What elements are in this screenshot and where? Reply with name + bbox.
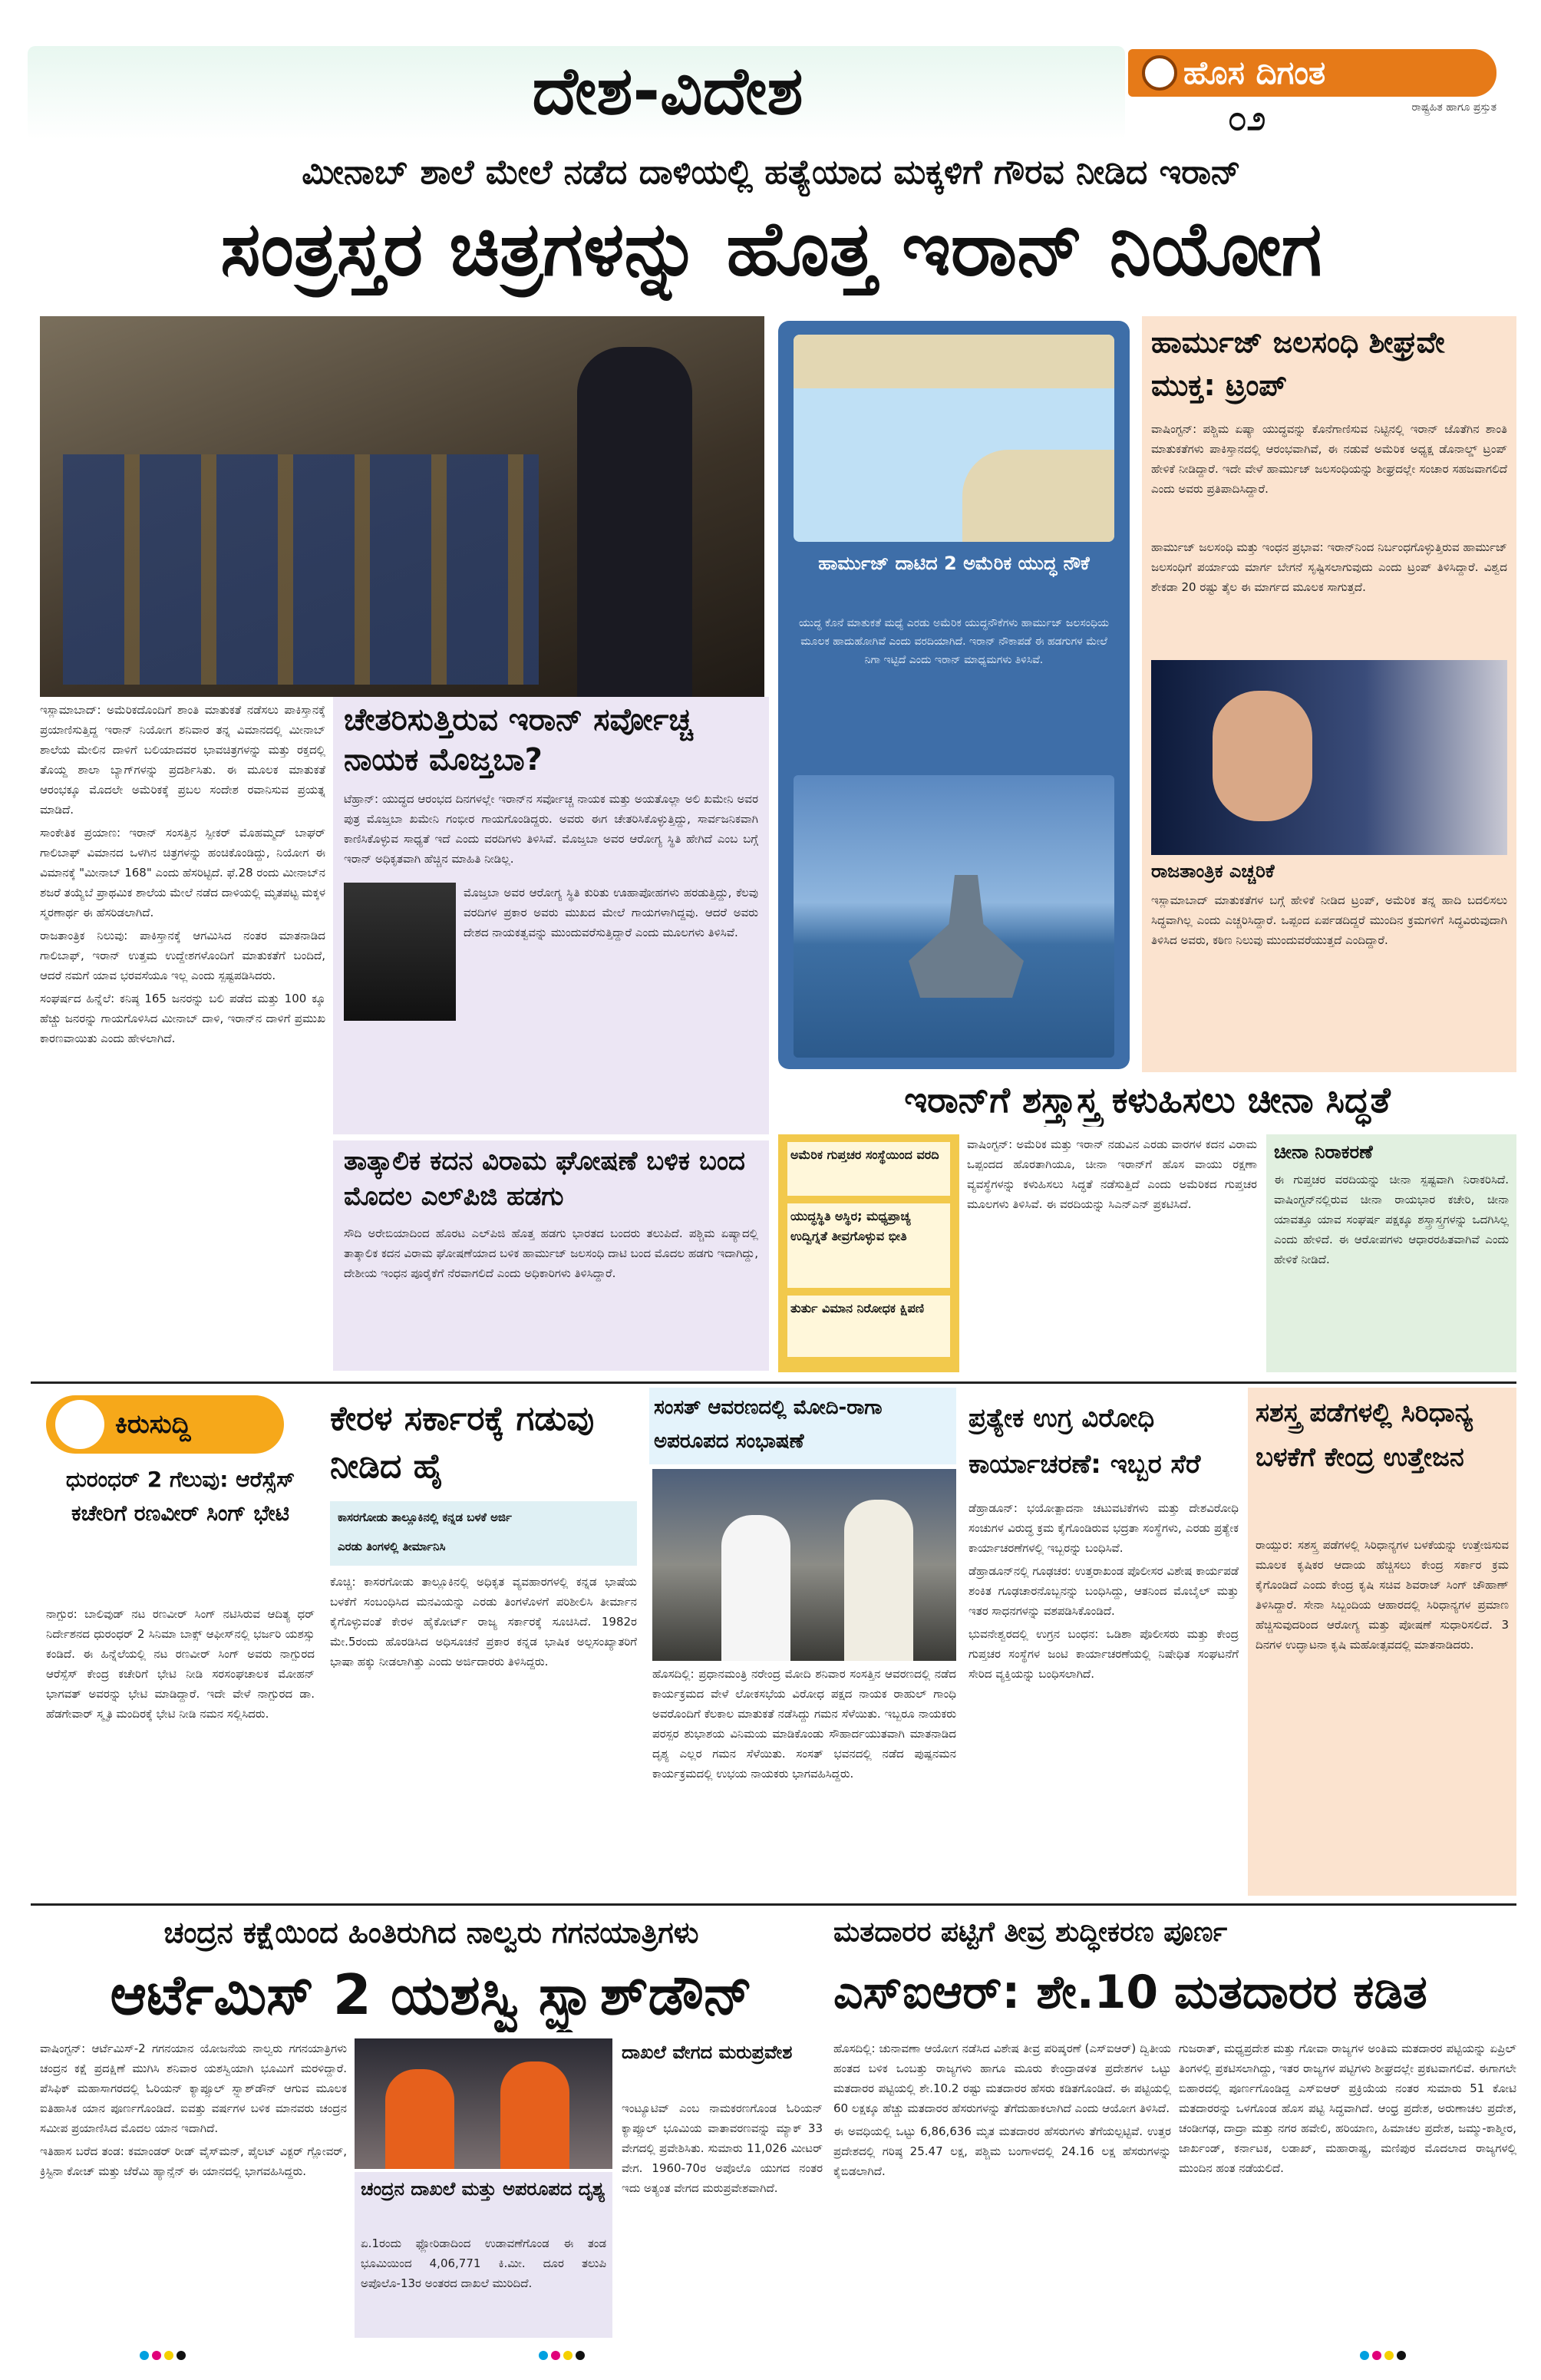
masthead-logo-icon	[1142, 55, 1177, 91]
ops-body-p3: ಭುವನೇಶ್ವರದಲ್ಲಿ ಉಗ್ರನ ಬಂಧನ: ಒಡಿಶಾ ಪೊಲೀಸರು ಮತ್ತು ಕೇಂದ್ರ ಗುಪ್ತಚರ ಸಂಸ್ಥೆಗಳ ಜಂಟಿ ಕಾರ್ಯಾಚರಣೆಯಲ್ಲಿ ನಿಷೇಧಿತ ಸಂಘಟನೆಗೆ ಸೇರಿದ ವ್ಯಕ್ತಿಯನ್ನು ಬಂಧಿಸಲಾಗಿದೆ.	[968, 1627, 1239, 1681]
artemis-headline: ಆರ್ಟೆಮಿಸ್ 2 ಯಶಸ್ವಿ ಸ್ಪ್ಲಾಶ್‌ಡೌನ್	[110, 1962, 753, 2027]
armed-headline: ಸಶಸ್ತ್ರ ಪಡೆಗಳಲ್ಲಿ ಸಿರಿಧಾನ್ಯ ಬಳಕೆಗೆ ಕೇಂದ್ರ ಉತ್ತೇಜನ	[1256, 1398, 1473, 1473]
modi-photo	[652, 1469, 956, 1661]
dot-cyan	[1360, 2351, 1369, 2360]
map-landmass-south	[962, 450, 1114, 542]
trump-head	[1213, 691, 1312, 821]
map-caption-body: ಯುದ್ಧ ಕೊನೆ ಮಾತುಕತೆ ಮಧ್ಯೆ ಎರಡು ಅಮೆರಿಕ ಯುದ್ಧನೌಕೆಗಳು ಹಾರ್ಮುಜ್ ಜಲಸಂಧಿಯ ಮೂಲಕ ಹಾದುಹೋಗಿವೆ ಎಂದು ವರದಿಯಾಗಿದೆ. ಇರಾನ್ ನೌಕಾಪಡೆ ಈ ಹಡಗುಗಳ ಮೇಲೆ ನಿಗಾ ಇಟ್ಟಿದೆ ಎಂದು ಇರಾನ್ ಮಾಧ್ಯಮಗಳು ತಿಳಿಸಿವೆ.	[798, 617, 1110, 666]
lead-kicker: ಮೀನಾಬ್ ಶಾಲೆ ಮೇಲೆ ನಡೆದ ದಾಳಿಯಲ್ಲಿ ಹತ್ಯೆಯಾದ ಮಕ್ಕಳಿಗೆ ಗೌರವ ನೀಡಿದ ಇರಾನ್	[302, 153, 1241, 192]
kiru-body: ನಾಗ್ಪುರ: ಬಾಲಿವುಡ್ ನಟ ರಣವೀರ್ ಸಿಂಗ್ ನಟಿಸಿರುವ ಆದಿತ್ಯ ಧರ್ ನಿರ್ದೇಶನದ ಧುರಂಧರ್ 2 ಸಿನಿಮಾ ಬಾಕ್ಸ್ ಆಫೀಸ್‌ನಲ್ಲಿ ಭರ್ಜರಿ ಯಶಸ್ಸು ಕಂಡಿದೆ. ಈ ಹಿನ್ನೆಲೆಯಲ್ಲಿ ನಟ ರಣವೀರ್ ಸಿಂಗ್ ಅವರು ನಾಗ್ಪುರದ ಆರೆಸ್ಸೆಸ್ ಕೇಂದ್ರ ಕಚೇರಿಗೆ ಭೇಟಿ ನೀಡಿ ಸರಸಂಘಚಾಲಕ ಮೋಹನ್ ಭಾಗವತ್ ಅವರನ್ನು ಭೇಟಿ ಮಾಡಿದ್ದಾರೆ. ಇದೇ ವೇಳೆ ನಾಗ್ಪುರದ ಡಾ. ಹೆಡಗೇವಾರ್ ಸ್ಮೃತಿ ಮಂದಿರಕ್ಕೆ ಭೇಟಿ ನೀಡಿ ನಮನ ಸಲ್ಲಿಸಿದರು.	[46, 1607, 315, 1721]
artemis-photo-caption: ಚಂದ್ರನ ದಾಖಲೆ ಮತ್ತು ಅಪರೂಪದ ದೃಶ್ಯ	[361, 2178, 606, 2200]
sir-body3: ಗುಜರಾತ್, ಮಧ್ಯಪ್ರದೇಶ ಮತ್ತು ಗೋವಾ ರಾಜ್ಯಗಳ ಅಂತಿಮ ಮತದಾರರ ಪಟ್ಟಿಯನ್ನು ಏಪ್ರಿಲ್ ತಿಂಗಳಲ್ಲಿ ಪ್ರಕಟಿಸಲಾಗಿದ್ದು, ಇತರ ರಾಜ್ಯಗಳ ಪಟ್ಟಿಗಳು ಶೀಘ್ರದಲ್ಲೇ ಪ್ರಕಟವಾಗಲಿವೆ. ಈಗಾಗಲೇ ಬಿಹಾರದಲ್ಲಿ ಪೂರ್ಣಗೊಂಡಿದ್ದ ಎಸ್‌ಐಆರ್ ಪ್ರಕ್ರಿಯೆಯ ನಂತರ ಸುಮಾರು 51 ಕೋಟಿ ಮತದಾರರನ್ನು ಒಳಗೊಂಡ ಹೊಸ ಪಟ್ಟಿ ಸಿದ್ಧವಾಗಿದೆ. ಆಂಧ್ರ ಪ್ರದೇಶ, ಅರುಣಾಚಲ ಪ್ರದೇಶ, ಚಂಡೀಗಢ, ದಾದ್ರಾ ಮತ್ತು ನಗರ ಹವೇಲಿ, ಹರಿಯಾಣ, ಹಿಮಾಚಲ ಪ್ರದೇಶ, ಜಮ್ಮು-ಕಾಶ್ಮೀರ, ಜಾರ್ಖಂಡ್, ಕರ್ನಾಟಕ, ಲಡಾಖ್, ಮಹಾರಾಷ್ಟ್ರ, ಮಣಿಪುರ ಮೊದಲಾದ ರಾಜ್ಯಗಳಲ್ಲಿ ಮುಂದಿನ ಹಂತ ನಡೆಯಲಿದೆ.	[1179, 2042, 1516, 2175]
color-registration-center	[537, 2349, 599, 2364]
dot-yellow	[164, 2351, 173, 2360]
dot-black	[576, 2351, 585, 2360]
divider-row1	[31, 1381, 1516, 1384]
sir-body	[833, 2038, 1171, 2338]
kerala-body: ಕೊಚ್ಚಿ: ಕಾಸರಗೋಡು ತಾಲ್ಲೂಕಿನಲ್ಲಿ ಅಧಿಕೃತ ವ್ಯವಹಾರಗಳಲ್ಲಿ ಕನ್ನಡ ಭಾಷೆಯ ಬಳಕೆಗೆ ಸಂಬಂಧಿಸಿದ ಮನವಿಯನ್ನು ಎರಡು ತಿಂಗಳೊಳಗೆ ಪರಿಶೀಲಿಸಿ ತೀರ್ಮಾನ ಕೈಗೊಳ್ಳುವಂತೆ ಕೇರಳ ಹೈಕೋರ್ಟ್ ರಾಜ್ಯ ಸರ್ಕಾರಕ್ಕೆ ಸೂಚಿಸಿದೆ. 1982ರ ಮೇ.5ರಂದು ಹೊರಡಿಸಿದ ಅಧಿಸೂಚನೆ ಪ್ರಕಾರ ಕನ್ನಡ ಭಾಷಿಕ ಅಲ್ಪಸಂಖ್ಯಾತರಿಗೆ ಭಾಷಾ ಹಕ್ಕು ನೀಡಲಾಗಿತ್ತು ಎಂದು ಅರ್ಜಿದಾರರು ತಿಳಿಸಿದ್ದರು.	[330, 1575, 637, 1669]
lead-headline: ಸಂತ್ರಸ್ತರ ಚಿತ್ರಗಳನ್ನು ಹೊತ್ತ ಇರಾನ್ ನಿಯೋಗ	[220, 206, 1322, 293]
lpg-body: ಸೌದಿ ಅರೇಬಿಯಾದಿಂದ ಹೊರಟ ಎಲ್‌ಪಿಜಿ ಹೊತ್ತ ಹಡಗು ಭಾರತದ ಬಂದರು ತಲುಪಿದೆ. ಪಶ್ಚಿಮ ಏಷ್ಯಾದಲ್ಲಿ ತಾತ್ಕಾಲಿಕ ಕದನ ವಿರಾಮ ಘೋಷಣೆಯಾದ ಬಳಿಕ ಹಾರ್ಮುಜ್ ಜಲಸಂಧಿ ದಾಟಿ ಬಂದ ಮೊದಲ ಹಡಗು ಇದಾಗಿದ್ದು, ದೇಶೀಯ ಇಂಧನ ಪೂರೈಕೆಗೆ ನೆರವಾಗಲಿದೆ ಎಂದು ಅಧಿಕಾರಿಗಳು ತಿಳಿಸಿದ್ದಾರೆ.	[344, 1226, 758, 1280]
armed-body: ರಾಯ್ಪುರ: ಸಶಸ್ತ್ರ ಪಡೆಗಳಲ್ಲಿ ಸಿರಿಧಾನ್ಯಗಳ ಬಳಕೆಯನ್ನು ಉತ್ತೇಜಿಸುವ ಮೂಲಕ ಕೃಷಿಕರ ಆದಾಯ ಹೆಚ್ಚಿಸಲು ಕೇಂದ್ರ ಸರ್ಕಾರ ಕ್ರಮ ಕೈಗೊಂಡಿದೆ ಎಂದು ಕೇಂದ್ರ ಕೃಷಿ ಸಚಿವ ಶಿವರಾಜ್ ಸಿಂಗ್ ಚೌಹಾಣ್ ತಿಳಿಸಿದ್ದಾರೆ. ಸೇನಾ ಸಿಬ್ಬಂದಿಯ ಆಹಾರದಲ್ಲಿ ಸಿರಿಧಾನ್ಯಗಳ ಪ್ರಮಾಣ ಹೆಚ್ಚಿಸುವುದರಿಂದ ಆರೋಗ್ಯ ಮತ್ತು ಪೋಷಣೆ ಸುಧಾರಿಸಲಿದೆ. 3 ದಿನಗಳ ಉದ್ಘಾಟನಾ ಕೃಷಿ ಮಹೋತ್ಸವದಲ್ಲಿ ಮಾತನಾಡಿದರು.	[1256, 1538, 1509, 1652]
artemis-kicker: ಚಂದ್ರನ ಕಕ್ಷೆಯಿಂದ ಹಿಂತಿರುಗಿದ ನಾಲ್ವರು ಗಗನಯಾತ್ರಿಗಳು	[163, 1916, 699, 1949]
lead-body-p4: ಸಂಘರ್ಷದ ಹಿನ್ನೆಲೆ: ಕನಿಷ್ಠ 165 ಜನರನ್ನು ಬಲಿ ಪಡೆದ ಮತ್ತು 100 ಕ್ಕೂ ಹೆಚ್ಚು ಜನರನ್ನು ಗಾಯಗೊಳಿಸಿದ ಮೀನಾಬ್ ದಾಳಿ, ಇರಾನ್‌ನ ದಾಳಿಗೆ ಪ್ರಮುಖ ಕಾರಣವಾಯಿತು ಎಂದು ಹೇಳಲಾಗಿದೆ.	[40, 992, 325, 1045]
dot-cyan	[539, 2351, 548, 2360]
warship-hull	[909, 875, 1024, 998]
color-registration-left	[138, 2349, 200, 2364]
ops-body	[968, 1498, 1239, 1894]
modi-body: ಹೊಸದಿಲ್ಲಿ: ಪ್ರಧಾನಮಂತ್ರಿ ನರೇಂದ್ರ ಮೋದಿ ಶನಿವಾರ ಸಂಸತ್ತಿನ ಆವರಣದಲ್ಲಿ ನಡೆದ ಕಾರ್ಯಕ್ರಮದ ವೇಳೆ ಲೋಕಸಭೆಯ ವಿರೋಧ ಪಕ್ಷದ ನಾಯಕ ರಾಹುಲ್ ಗಾಂಧಿ ಅವರೊಂದಿಗೆ ಕೆಲಕಾಲ ಮಾತುಕತೆ ನಡೆಸಿದ್ದು ಗಮನ ಸೆಳೆಯಿತು. ಇಬ್ಬರೂ ನಾಯಕರು ಪರಸ್ಪರ ಶುಭಾಶಯ ವಿನಿಮಯ ಮಾಡಿಕೊಂಡು ಸೌಹಾರ್ದಯುತವಾಗಿ ಮಾತನಾಡಿದ ದೃಶ್ಯ ಎಲ್ಲರ ಗಮನ ಸೆಳೆಯಿತು. ಸಂಸತ್ ಭವನದಲ್ಲಿ ನಡೆದ ಪುಷ್ಪನಮನ ಕಾರ್ಯಕ್ರಮದಲ್ಲಿ ಉಭಯ ನಾಯಕರು ಭಾಗವಹಿಸಿದ್ದರು.	[652, 1667, 956, 1781]
person-figure	[577, 347, 692, 697]
divider-row2	[31, 1903, 1516, 1906]
dot-magenta	[551, 2351, 560, 2360]
china-headline: ಇರಾನ್‌ಗೆ ಶಸ್ತ್ರಾಸ್ತ್ರ ಕಳುಹಿಸಲು ಚೀನಾ ಸಿದ್ಧತೆ	[904, 1079, 1391, 1121]
page-number: ೦೨	[1228, 99, 1266, 138]
artemis-side-body: ಇಂಟ್ಯೂಟಿವ್ ಎಂಬ ನಾಮಕರಣಗೊಂಡ ಓರಿಯನ್ ಕ್ಯಾಪ್ಸೂಲ್ ಭೂಮಿಯ ವಾತಾವರಣವನ್ನು ಮ್ಯಾಕ್ 33 ವೇಗದಲ್ಲಿ ಪ್ರವೇಶಿಸಿತು. ಸುಮಾರು 11,026 ಮೀಟರ್ ವೇಗ. 1960-70ರ ಅಪೊಲೊ ಯುಗದ ನಂತರ ಇದು ಅತ್ಯಂತ ವೇಗದ ಮರುಪ್ರವೇಶವಾಗಿದೆ.	[622, 2101, 823, 2195]
hormuz-map	[794, 335, 1114, 542]
ops-headline: ಪ್ರತ್ಯೇಕ ಉಗ್ರ ವಿರೋಧಿ ಕಾರ್ಯಾಚರಣೆ: ಇಬ್ಬರ ಸೆರೆ	[968, 1403, 1201, 1480]
mojtaba-body2: ಮೊಜ್ತಬಾ ಅವರ ಆರೋಗ್ಯ ಸ್ಥಿತಿ ಕುರಿತು ಊಹಾಪೋಹಗಳು ಹರಡುತ್ತಿದ್ದು, ಕೆಲವು ವರದಿಗಳ ಪ್ರಕಾರ ಅವರು ಮುಖದ ಮೇಲೆ ಗಾಯಗಳಾಗಿದ್ದವು. ಆದರೆ ಅವರು ದೇಶದ ನಾಯಕತ್ವವನ್ನು ಮುಂದುವರೆಸುತ್ತಿದ್ದಾರೆ ಎಂದು ಮೂಲಗಳು ತಿಳಿಸಿವೆ.	[464, 886, 758, 939]
dot-yellow	[1384, 2351, 1394, 2360]
hormuz-sub: ಹಾರ್ಮುಜ್ ಜಲಸಂಧಿ ಮತ್ತು ಇಂಧನ ಪ್ರಭಾವ: ಇರಾನ್‌ನಿಂದ ನಿರ್ಬಂಧಗೊಳ್ಳುತ್ತಿರುವ ಹಾರ್ಮುಜ್ ಜಲಸಂಧಿಗೆ ಪರ್ಯಾಯ ಮಾರ್ಗ ಬೇಗನೆ ಸೃಷ್ಟಿಸಲಾಗುವುದು ಎಂದು ಟ್ರಂಪ್ ತಿಳಿಸಿದ್ದಾರೆ. ವಿಶ್ವದ ಶೇಕಡಾ 20 ರಷ್ಟು ತೈಲ ಈ ಮಾರ್ಗದ ಮೂಲಕ ಸಾಗುತ್ತದೆ.	[1151, 540, 1507, 594]
ops-body-p1: ಡೆಹ್ರಾಡೂನ್: ಭಯೋತ್ಪಾದನಾ ಚಟುವಟಿಕೆಗಳು ಮತ್ತು ದೇಶವಿರೋಧಿ ಸಂಚುಗಳ ವಿರುದ್ಧ ಕ್ರಮ ಕೈಗೊಂಡಿರುವ ಭದ್ರತಾ ಸಂಸ್ಥೆಗಳು, ಎರಡು ಪ್ರತ್ಯೇಕ ಕಾರ್ಯಾಚರಣೆಗಳಲ್ಲಿ ಇಬ್ಬರನ್ನು ಬಂಧಿಸಿವೆ.	[968, 1501, 1239, 1555]
dot-black	[1397, 2351, 1406, 2360]
kerala-bullet-2: ಎರಡು ತಿಂಗಳಲ್ಲಿ ತೀರ್ಮಾನಿಸಿ	[338, 1540, 446, 1553]
artemis-photo-text: ಏ.1ರಂದು ಫ್ಲೋರಿಡಾದಿಂದ ಉಡಾವಣೆಗೊಂಡ ಈ ತಂಡ ಭೂಮಿಯಿಂದ 4,06,771 ಕಿ.ಮೀ. ದೂರ ತಲುಪಿ ಅಪೊಲೊ-13ರ ಅಂತರದ ದಾಖಲೆ ಮುರಿದಿದೆ.	[361, 2236, 606, 2290]
lead-body	[40, 700, 325, 1375]
dot-magenta	[152, 2351, 161, 2360]
kiru-logo-text: ಕಿರುಸುದ್ದಿ	[115, 1409, 191, 1440]
mojtaba-photo	[344, 883, 456, 1021]
modi-figure	[844, 1500, 913, 1661]
hand-icon	[55, 1400, 104, 1449]
artemis-body-p1: ವಾಷಿಂಗ್ಟನ್: ಆರ್ಟೆಮಿಸ್-2 ಗಗನಯಾನ ಯೋಜನೆಯ ನಾಲ್ವರು ಗಗನಯಾತ್ರಿಗಳು ಚಂದ್ರನ ಕಕ್ಷೆ ಪ್ರದಕ್ಷಿಣೆ ಮುಗಿಸಿ ಶನಿವಾರ ಯಶಸ್ವಿಯಾಗಿ ಭೂಮಿಗೆ ಮರಳಿದ್ದಾರೆ. ಪೆಸಿಫಿಕ್ ಮಹಾಸಾಗರದಲ್ಲಿ ಓರಿಯನ್ ಕ್ಯಾಪ್ಸೂಲ್ ಸ್ಪ್ಲಾಶ್‌ಡೌನ್ ಆಗುವ ಮೂಲಕ ಐತಿಹಾಸಿಕ ಯಾನ ಪೂರ್ಣಗೊಂಡಿದೆ. ಐವತ್ತು ವರ್ಷಗಳ ಬಳಿಕ ಮಾನವರು ಚಂದ್ರನ ಸಮೀಪ ಪ್ರಯಾಣಿಸಿದ ಮೊದಲ ಯಾನ ಇದಾಗಿದೆ.	[40, 2042, 347, 2135]
china-bullet-2: ಯುದ್ಧಸ್ಥಿತಿ ಅಸ್ಥಿರ; ಮಧ್ಯಪ್ರಾಚ್ಯ ಉದ್ವಿಗ್ನತೆ ತೀವ್ರಗೊಳ್ಳುವ ಭೀತಿ	[787, 1203, 950, 1288]
ops-body-p2: ಡೆಹ್ರಾಡೂನ್‌ನಲ್ಲಿ ಗೂಢಚರ: ಉತ್ತರಾಖಂಡ ಪೊಲೀಸರ ವಿಶೇಷ ಕಾರ್ಯಪಡೆ ಶಂಕಿತ ಗೂಢಚಾರನೊಬ್ಬನನ್ನು ಬಂಧಿಸಿದ್ದು, ಆತನಿಂದ ಮೊಬೈಲ್ ಮತ್ತು ಇತರ ಸಾಧನಗಳನ್ನು ವಶಪಡಿಸಿಕೊಂಡಿದೆ.	[968, 1564, 1239, 1618]
color-registration-right	[1358, 2349, 1420, 2364]
masthead-title: ಹೊಸ ದಿಗಂತ	[1183, 54, 1326, 91]
modi-headline: ಸಂಸತ್ ಆವರಣದಲ್ಲಿ ಮೋದಿ-ರಾಗಾ ಅಪರೂಪದ ಸಂಭಾಷಣೆ	[654, 1396, 883, 1453]
china-bullet-1: ಅಮೆರಿಕ ಗುಪ್ತಚರ ಸಂಸ್ಥೆಯಿಂದ ವರದಿ	[787, 1142, 950, 1196]
mojtaba-body: ಟೆಹ್ರಾನ್: ಯುದ್ಧದ ಆರಂಭದ ದಿನಗಳಲ್ಲೇ ಇರಾನ್‌ನ ಸರ್ವೋಚ್ಚ ನಾಯಕ ಮತ್ತು ಅಯತೊಲ್ಲಾ ಅಲಿ ಖಮೇನಿ ಅವರ ಪುತ್ರ ಮೊಜ್ತಬಾ ಖಮೇನಿ ಗಂಭೀರ ಗಾಯಗೊಂಡಿದ್ದರು. ಅವರು ಈಗ ಚೇತರಿಸಿಕೊಳ್ಳುತ್ತಿದ್ದು, ಸಾರ್ವಜನಿಕವಾಗಿ ಕಾಣಿಸಿಕೊಳ್ಳುವ ಸಾಧ್ಯತೆ ಇದೆ ಎಂದು ವರದಿಗಳು ತಿಳಿಸಿವೆ. ಮೊಜ್ತಬಾ ಅವರ ಆರೋಗ್ಯ ಸ್ಥಿತಿ ಹೇಗಿದೆ ಎಂಬ ಬಗ್ಗೆ ಇರಾನ್ ಅಧಿಕೃತವಾಗಿ ಹೆಚ್ಚಿನ ಮಾಹಿತಿ ನೀಡಿಲ್ಲ.	[344, 792, 758, 866]
dot-black	[177, 2351, 186, 2360]
rahul-figure	[721, 1515, 790, 1661]
trump-photo-caption: ರಾಜತಾಂತ್ರಿಕ ಎಚ್ಚರಿಕೆ	[1151, 860, 1275, 882]
artemis-side-title: ದಾಖಲೆ ವೇಗದ ಮರುಪ್ರವೇಶ	[622, 2042, 793, 2063]
map-caption-title: ಹಾರ್ಮುಜ್ ದಾಟಿದ 2 ಅಮೆರಿಕ ಯುದ್ಧ ನೌಕೆ	[818, 553, 1090, 574]
astronaut-2	[500, 2061, 569, 2169]
dot-cyan	[140, 2351, 149, 2360]
lead-body-p1: ಇಸ್ಲಾಮಾಬಾದ್: ಅಮೆರಿಕದೊಂದಿಗೆ ಶಾಂತಿ ಮಾತುಕತೆ ನಡೆಸಲು ಪಾಕಿಸ್ತಾನಕ್ಕೆ ಪ್ರಯಾಣಿಸುತ್ತಿದ್ದ ಇರಾನ್ ನಿಯೋಗ ಶನಿವಾರ ತನ್ನ ವಿಮಾನದಲ್ಲಿ ಮೀನಾಬ್ ಶಾಲೆಯ ಮೇಲಿನ ದಾಳಿಗೆ ಬಲಿಯಾದವರ ಭಾವಚಿತ್ರಗಳನ್ನು ಮತ್ತು ರಕ್ತದಲ್ಲಿ ತೊಯ್ದ ಶಾಲಾ ಬ್ಯಾಗ್‌ಗಳನ್ನು ಪ್ರದರ್ಶಿಸಿತು. ಈ ಮೂಲಕ ಮಾತುಕತೆ ಆರಂಭಕ್ಕೂ ಮೊದಲೇ ಅಮೆರಿಕಕ್ಕೆ ಪ್ರಬಲ ಸಂದೇಶ ರವಾನಿಸುವ ಪ್ರಯತ್ನ ಮಾಡಿದೆ.	[40, 703, 325, 817]
china-denial-body: ಈ ಗುಪ್ತಚರ ವರದಿಯನ್ನು ಚೀನಾ ಸ್ಪಷ್ಟವಾಗಿ ನಿರಾಕರಿಸಿದೆ. ವಾಷಿಂಗ್ಟನ್‌ನಲ್ಲಿರುವ ಚೀನಾ ರಾಯಭಾರ ಕಚೇರಿ, ಚೀನಾ ಯಾವತ್ತೂ ಯಾವ ಸಂಘರ್ಷ ಪಕ್ಷಕ್ಕೂ ಶಸ್ತ್ರಾಸ್ತ್ರಗಳನ್ನು ಒದಗಿಸಿಲ್ಲ ಎಂದು ಹೇಳಿದೆ. ಈ ಆರೋಪಗಳು ಆಧಾರರಹಿತವಾಗಿವೆ ಎಂದು ಹೇಳಿಕೆ ನೀಡಿದೆ.	[1274, 1173, 1509, 1266]
masthead	[1128, 45, 1512, 141]
dot-yellow	[563, 2351, 573, 2360]
lpg-headline: ತಾತ್ಕಾಲಿಕ ಕದನ ವಿರಾಮ ಘೋಷಣೆ ಬಳಿಕ ಬಂದ ಮೊದಲ ಎಲ್‌ಪಿಜಿ ಹಡಗು	[344, 1146, 745, 1212]
airplane-seat-rows	[63, 454, 539, 685]
mojtaba-headline: ಚೇತರಿಸುತ್ತಿರುವ ಇರಾನ್ ಸರ್ವೋಚ್ಚ ನಾಯಕ ಮೊಜ್ತಬಾ?	[344, 702, 693, 777]
hormuz-body: ವಾಷಿಂಗ್ಟನ್: ಪಶ್ಚಿಮ ಏಷ್ಯಾ ಯುದ್ಧವನ್ನು ಕೊನೆಗಾಣಿಸುವ ನಿಟ್ಟಿನಲ್ಲಿ ಇರಾನ್ ಜೊತೆಗಿನ ಶಾಂತಿ ಮಾತುಕತೆಗಳು ಪಾಕಿಸ್ತಾನದಲ್ಲಿ ಆರಂಭವಾಗಿವೆ, ಈ ನಡುವೆ ಅಮೆರಿಕ ಅಧ್ಯಕ್ಷ ಡೊನಾಲ್ಡ್ ಟ್ರಂಪ್ ಹೇಳಿಕೆ ನೀಡಿದ್ದಾರೆ. ಇದೇ ವೇಳೆ ಹಾರ್ಮುಜ್ ಜಲಸಂಧಿಯನ್ನು ಶೀಘ್ರದಲ್ಲೇ ಸಂಚಾರ ಸಹಜವಾಗಲಿದೆ ಎಂದು ಅವರು ಪ್ರತಿಪಾದಿಸಿದ್ದಾರೆ.	[1151, 422, 1507, 496]
lead-body-p2: ಸಾಂಕೇತಿಕ ಪ್ರಯಾಣ: ಇರಾನ್ ಸಂಸತ್ತಿನ ಸ್ಪೀಕರ್ ಮೊಹಮ್ಮದ್ ಬಾಘರ್ ಗಾಲಿಬಾಫ್ ವಿಮಾನದ ಒಳಗಿನ ಚಿತ್ರಗಳನ್ನು ಹಂಚಿಕೊಂಡಿದ್ದು, ನಿಯೋಗ ಈ ವಿಮಾನಕ್ಕೆ "ಮೀನಾಬ್ 168" ಎಂದು ಹೆಸರಿಟ್ಟಿದೆ. ಫೆ.28 ರಂದು ಮೀನಾಬ್‌ನ ಶಜರೆ ತಯ್ಯೆಬೆ ಪ್ರಾಥಮಿಕ ಶಾಲೆಯ ಮೇಲೆ ನಡೆದ ದಾಳಿಯಲ್ಲಿ ಮೃತಪಟ್ಟ ಮಕ್ಕಳ ಸ್ಮರಣಾರ್ಥ ಈ ಹೆಸರಿಡಲಾಗಿದೆ.	[40, 826, 325, 919]
trump-photo	[1151, 660, 1507, 855]
hormuz-body2: ಇಸ್ಲಾಮಾಬಾದ್ ಮಾತುಕತೆಗಳ ಬಗ್ಗೆ ಹೇಳಿಕೆ ನೀಡಿದ ಟ್ರಂಪ್, ಅಮೆರಿಕ ತನ್ನ ಹಾದಿ ಬದಲಿಸಲು ಸಿದ್ಧವಾಗಿಲ್ಲ ಎಂದು ಎಚ್ಚರಿಸಿದ್ದಾರೆ. ಒಪ್ಪಂದ ಏರ್ಪಡದಿದ್ದರೆ ಮುಂದಿನ ಕ್ರಮಗಳಿಗೆ ಸಿದ್ಧವಿರುವುದಾಗಿ ತಿಳಿಸಿದ ಅವರು, ಕಠಿಣ ನಿಲುವು ಮುಂದುವರೆಯುತ್ತದೆ ಎಂದಿದ್ದಾರೆ.	[1151, 893, 1507, 947]
china-body: ವಾಷಿಂಗ್ಟನ್: ಅಮೆರಿಕ ಮತ್ತು ಇರಾನ್ ನಡುವಿನ ಎರಡು ವಾರಗಳ ಕದನ ವಿರಾಮ ಒಪ್ಪಂದದ ಹೊರತಾಗಿಯೂ, ಚೀನಾ ಇರಾನ್‌ಗೆ ಹೊಸ ವಾಯು ರಕ್ಷಣಾ ವ್ಯವಸ್ಥೆಗಳನ್ನು ಕಳುಹಿಸಲು ಸಿದ್ಧತೆ ನಡೆಸುತ್ತಿದೆ ಎಂದು ಅಮೆರಿಕದ ಗುಪ್ತಚರ ಮೂಲಗಳು ತಿಳಿಸಿವೆ. ಈ ವರದಿಯನ್ನು ಸಿಎನ್‌ಎನ್ ಪ್ರಕಟಿಸಿದೆ.	[967, 1137, 1257, 1211]
artemis-photo	[355, 2038, 612, 2169]
sir-body-p2: ಈ ಅವಧಿಯಲ್ಲಿ ಒಟ್ಟು 6,86,636 ಮೃತ ಮತದಾರರ ಹೆಸರುಗಳು ತೆಗೆಯಲ್ಪಟ್ಟಿವೆ. ಉತ್ತರ ಪ್ರದೇಶದಲ್ಲಿ ಗರಿಷ್ಠ 25.47 ಲಕ್ಷ, ಪಶ್ಚಿಮ ಬಂಗಾಳದಲ್ಲಿ 24.16 ಲಕ್ಷ ಹೆಸರುಗಳನ್ನು ಕೈಬಿಡಲಾಗಿದೆ.	[833, 2124, 1171, 2178]
lead-photo	[40, 316, 764, 697]
map-landmass	[794, 335, 1114, 388]
hormuz-headline: ಹಾರ್ಮುಜ್ ಜಲಸಂಧಿ ಶೀಘ್ರವೇ ಮುಕ್ತ: ಟ್ರಂಪ್	[1151, 325, 1445, 402]
warship-photo	[794, 775, 1114, 1058]
section-title: ದೇಶ-ವಿದೇಶ	[532, 53, 803, 130]
kiru-headline: ಧುರಂಧರ್ 2 ಗೆಲುವು: ಆರೆಸ್ಸೆಸ್ ಕಚೇರಿಗೆ ರಣವೀರ್ ಸಿಂಗ್ ಭೇಟಿ	[65, 1467, 295, 1526]
kerala-headline: ಕೇರಳ ಸರ್ಕಾರಕ್ಕೆ ಗಡುವು ನೀಡಿದ ಹೈ	[330, 1399, 595, 1486]
masthead-tagline: ರಾಷ್ಟ್ರಹಿತ ಹಾಗೂ ಪ್ರಸ್ತುತ	[1411, 101, 1496, 114]
sir-headline: ಎಸ್‌ಐಆರ್: ಶೇ.10 ಮತದಾರರ ಕಡಿತ	[833, 1966, 1427, 2019]
artemis-body-p2: ಇತಿಹಾಸ ಬರೆದ ತಂಡ: ಕಮಾಂಡರ್ ರೀಡ್ ವೈಸ್‌ಮನ್, ಪೈಲಟ್ ವಿಕ್ಟರ್ ಗ್ಲೋವರ್, ಕ್ರಿಸ್ಟಿನಾ ಕೋಚ್ ಮತ್ತು ಜೆರೆಮಿ ಹ್ಯಾನ್ಸೆನ್ ಈ ಯಾನದಲ್ಲಿ ಭಾಗವಹಿಸಿದ್ದರು.	[40, 2144, 347, 2178]
sir-kicker: ಮತದಾರರ ಪಟ್ಟಿಗೆ ತೀವ್ರ ಶುದ್ಧೀಕರಣ ಪೂರ್ಣ	[833, 1916, 1228, 1948]
artemis-body	[40, 2038, 347, 2338]
kerala-bullet-1: ಕಾಸರಗೋಡು ತಾಲ್ಲೂಕಿನಲ್ಲಿ ಕನ್ನಡ ಬಳಕೆ ಅರ್ಜಿ	[338, 1510, 512, 1524]
china-denial-title: ಚೀನಾ ನಿರಾಕರಣೆ	[1274, 1141, 1373, 1163]
lead-body-p3: ರಾಜತಾಂತ್ರಿಕ ನಿಲುವು: ಪಾಕಿಸ್ತಾನಕ್ಕೆ ಆಗಮಿಸಿದ ನಂತರ ಮಾತನಾಡಿದ ಗಾಲಿಬಾಫ್, ಇರಾನ್ ಉತ್ತಮ ಉದ್ದೇಶಗಳೊಂದಿಗೆ ಮಾತುಕತೆಗೆ ಬಂದಿದೆ, ಆದರೆ ನಮಗೆ ಯಾವ ಭರವಸೆಯೂ ಇಲ್ಲ ಎಂದು ಸ್ಪಷ್ಟಪಡಿಸಿದರು.	[40, 929, 325, 982]
sir-body-p1: ಹೊಸದಿಲ್ಲಿ: ಚುನಾವಣಾ ಆಯೋಗ ನಡೆಸಿದ ವಿಶೇಷ ತೀವ್ರ ಪರಿಷ್ಕರಣೆ (ಎಸ್‌ಐಆರ್) ದ್ವಿತೀಯ ಹಂತದ ಬಳಿಕ ಒಂಬತ್ತು ರಾಜ್ಯಗಳು ಹಾಗೂ ಮೂರು ಕೇಂದ್ರಾಡಳಿತ ಪ್ರದೇಶಗಳ ಒಟ್ಟು ಮತದಾರರ ಪಟ್ಟಿಯಲ್ಲಿ ಶೇ.10.2 ರಷ್ಟು ಮತದಾರರ ಹೆಸರು ಕಡಿತಗೊಂಡಿದೆ. ಈ ಪಟ್ಟಿಯಲ್ಲಿ 60 ಲಕ್ಷಕ್ಕೂ ಹೆಚ್ಚು ಮತದಾರರ ಹೆಸರುಗಳನ್ನು ತೆಗೆದುಹಾಕಲಾಗಿದೆ ಎಂದು ಆಯೋಗ ತಿಳಿಸಿದೆ.	[833, 2042, 1171, 2115]
china-bullet-3: ತುರ್ತು ವಿಮಾನ ನಿರೋಧಕ ಕ್ಷಿಪಣಿ	[787, 1296, 950, 1357]
astronaut-1	[385, 2069, 454, 2169]
dot-magenta	[1372, 2351, 1381, 2360]
